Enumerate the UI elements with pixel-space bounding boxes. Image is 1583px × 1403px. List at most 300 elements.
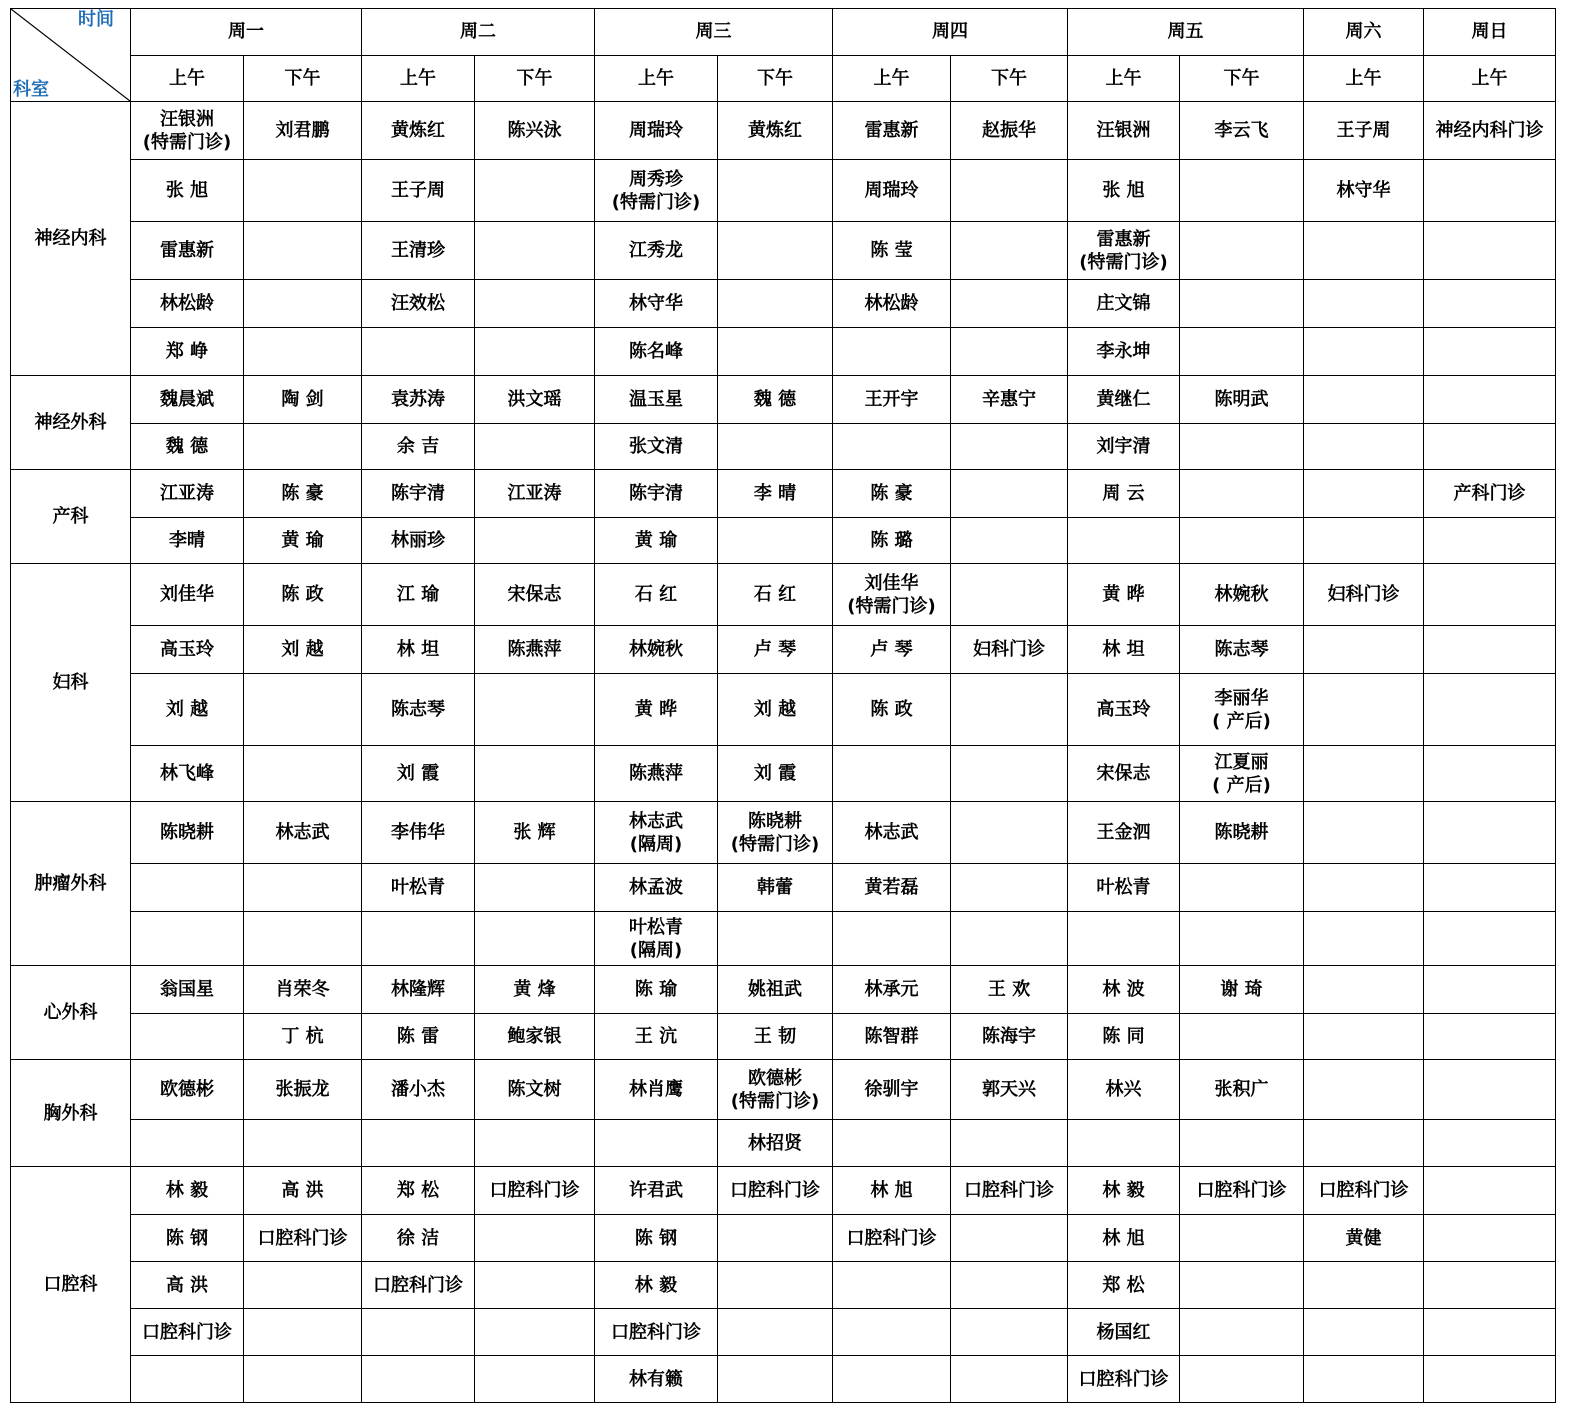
schedule-cell (1304, 1014, 1424, 1060)
schedule-cell: 雷惠新 (833, 102, 951, 160)
schedule-cell: 张 旭 (131, 160, 244, 222)
day-header: 周五 (1068, 9, 1304, 56)
schedule-cell: 江秀龙 (595, 222, 718, 280)
schedule-cell (244, 160, 362, 222)
schedule-cell: 林 旭 (833, 1167, 951, 1215)
schedule-cell: 林 毅 (131, 1167, 244, 1215)
schedule-cell (1068, 912, 1180, 966)
schedule-cell: 汪效松 (362, 280, 475, 328)
schedule-cell (1304, 518, 1424, 564)
schedule-cell: 林 坦 (362, 626, 475, 674)
schedule-cell: 陈文树 (475, 1060, 595, 1120)
half-day-header: 下午 (1180, 55, 1304, 102)
day-header: 周六 (1304, 9, 1424, 56)
schedule-cell: 张振龙 (244, 1060, 362, 1120)
half-day-header: 上午 (131, 55, 244, 102)
schedule-cell: 黄炼红 (362, 102, 475, 160)
schedule-cell (131, 1120, 244, 1167)
schedule-cell: 庄文锦 (1068, 280, 1180, 328)
schedule-cell: 张 辉 (475, 802, 595, 864)
schedule-cell: 余 吉 (362, 424, 475, 470)
schedule-cell (1424, 1060, 1556, 1120)
schedule-cell (1180, 328, 1304, 376)
schedule-cell (362, 328, 475, 376)
schedule-cell (1180, 1014, 1304, 1060)
schedule-cell (951, 1262, 1068, 1309)
schedule-cell: 江亚涛 (131, 470, 244, 518)
half-day-header: 上午 (1068, 55, 1180, 102)
schedule-cell (475, 328, 595, 376)
schedule-cell (362, 1309, 475, 1356)
schedule-cell (1068, 518, 1180, 564)
schedule-cell: 欧德彬 (特需门诊) (718, 1060, 833, 1120)
schedule-cell: 刘佳华 (131, 564, 244, 626)
schedule-cell: 刘君鹏 (244, 102, 362, 160)
schedule-cell: 丁 杭 (244, 1014, 362, 1060)
schedule-cell: 林婉秋 (1180, 564, 1304, 626)
table-row (11, 1060, 1556, 1120)
schedule-cell (1304, 1060, 1424, 1120)
schedule-cell: 汪银洲 (1068, 102, 1180, 160)
schedule-cell (475, 518, 595, 564)
schedule-cell: 陈燕萍 (475, 626, 595, 674)
corner-dept-label: 科室 (13, 79, 49, 100)
schedule-cell: 叶松青 (362, 864, 475, 912)
schedule-cell: 宋保志 (1068, 746, 1180, 802)
schedule-cell: 林守华 (595, 280, 718, 328)
schedule-cell (1180, 222, 1304, 280)
schedule-cell (1424, 518, 1556, 564)
half-day-header: 下午 (951, 55, 1068, 102)
schedule-cell (244, 1309, 362, 1356)
table-row (11, 966, 1556, 1014)
table-row (11, 626, 1556, 674)
schedule-cell: 张 旭 (1068, 160, 1180, 222)
schedule-cell: 陈 豪 (244, 470, 362, 518)
half-day-header: 上午 (362, 55, 475, 102)
schedule-cell: 陈宇清 (362, 470, 475, 518)
schedule-cell (1304, 376, 1424, 424)
table-row (11, 222, 1556, 280)
schedule-cell: 林隆辉 (362, 966, 475, 1014)
schedule-cell (1424, 1120, 1556, 1167)
schedule-cell: 黄 晔 (1068, 564, 1180, 626)
schedule-cell: 刘 霞 (718, 746, 833, 802)
schedule-cell: 江 瑜 (362, 564, 475, 626)
table-row (11, 518, 1556, 564)
schedule-cell (1180, 1262, 1304, 1309)
department-name: 胸外科 (11, 1060, 131, 1167)
schedule-cell: 王 韧 (718, 1014, 833, 1060)
schedule-cell: 辛惠宁 (951, 376, 1068, 424)
schedule-cell (833, 912, 951, 966)
department-name: 产科 (11, 470, 131, 564)
schedule-cell (951, 470, 1068, 518)
schedule-cell: 韩蕾 (718, 864, 833, 912)
schedule-cell: 林志武 (244, 802, 362, 864)
schedule-cell (475, 222, 595, 280)
schedule-cell: 周 云 (1068, 470, 1180, 518)
schedule-cell: 陈志琴 (362, 674, 475, 746)
department-name: 神经外科 (11, 376, 131, 470)
schedule-cell: 李 晴 (718, 470, 833, 518)
schedule-cell (131, 912, 244, 966)
schedule-cell (1424, 328, 1556, 376)
schedule-cell (1424, 966, 1556, 1014)
schedule-cell (1424, 864, 1556, 912)
schedule-cell: 石 红 (595, 564, 718, 626)
schedule-cell: 魏晨斌 (131, 376, 244, 424)
schedule-cell (951, 674, 1068, 746)
schedule-cell: 郑 松 (362, 1167, 475, 1215)
schedule-cell (362, 1356, 475, 1403)
half-day-header: 下午 (244, 55, 362, 102)
corner-time-label: 时间 (78, 9, 114, 30)
schedule-cell (362, 1120, 475, 1167)
schedule-cell (475, 1309, 595, 1356)
schedule-cell (475, 280, 595, 328)
schedule-cell (1424, 222, 1556, 280)
schedule-cell (244, 912, 362, 966)
schedule-cell: 陈 莹 (833, 222, 951, 280)
schedule-cell: 王 欢 (951, 966, 1068, 1014)
schedule-cell: 石 红 (718, 564, 833, 626)
schedule-cell: 高玉玲 (131, 626, 244, 674)
schedule-cell: 叶松青 (1068, 864, 1180, 912)
schedule-cell: 林松龄 (833, 280, 951, 328)
schedule-cell (718, 424, 833, 470)
schedule-cell: 谢 琦 (1180, 966, 1304, 1014)
schedule-cell (1304, 746, 1424, 802)
schedule-cell: 陈 璐 (833, 518, 951, 564)
schedule-cell (951, 1120, 1068, 1167)
schedule-cell: 张积广 (1180, 1060, 1304, 1120)
schedule-cell (1180, 470, 1304, 518)
schedule-cell: 黄 晔 (595, 674, 718, 746)
schedule-cell (718, 1309, 833, 1356)
schedule-cell (1424, 1014, 1556, 1060)
schedule-cell: 杨国红 (1068, 1309, 1180, 1356)
schedule-cell (1304, 626, 1424, 674)
day-header: 周一 (131, 9, 362, 56)
schedule-cell (131, 1014, 244, 1060)
schedule-cell (833, 746, 951, 802)
schedule-cell: 林孟波 (595, 864, 718, 912)
schedule-cell (833, 328, 951, 376)
department-name: 心外科 (11, 966, 131, 1060)
half-day-header: 上午 (833, 55, 951, 102)
schedule-cell: 黄 瑜 (244, 518, 362, 564)
schedule-cell (951, 518, 1068, 564)
schedule-cell (1424, 1262, 1556, 1309)
schedule-cell: 口腔科门诊 (362, 1262, 475, 1309)
schedule-cell: 妇科门诊 (1304, 564, 1424, 626)
schedule-cell: 林松龄 (131, 280, 244, 328)
schedule-cell (1180, 518, 1304, 564)
table-row (11, 1014, 1556, 1060)
schedule-cell (1424, 160, 1556, 222)
day-header: 周四 (833, 9, 1068, 56)
schedule-cell: 林 波 (1068, 966, 1180, 1014)
schedule-cell (951, 280, 1068, 328)
schedule-cell: 刘 越 (131, 674, 244, 746)
schedule-cell (1304, 222, 1424, 280)
schedule-cell: 林 毅 (1068, 1167, 1180, 1215)
schedule-cell: 宋保志 (475, 564, 595, 626)
schedule-cell (833, 1120, 951, 1167)
schedule-cell (718, 1356, 833, 1403)
schedule-cell (1304, 1262, 1424, 1309)
schedule-cell (244, 222, 362, 280)
table-row (11, 1262, 1556, 1309)
schedule-cell: 肖荣冬 (244, 966, 362, 1014)
schedule-cell: 郭天兴 (951, 1060, 1068, 1120)
day-header: 周日 (1424, 9, 1556, 56)
schedule-cell: 陈 雷 (362, 1014, 475, 1060)
schedule-cell: 陈 豪 (833, 470, 951, 518)
department-name: 神经内科 (11, 102, 131, 376)
table-row (11, 470, 1556, 518)
schedule-cell: 陈晓耕 (131, 802, 244, 864)
schedule-cell: 姚祖武 (718, 966, 833, 1014)
schedule-cell (833, 1262, 951, 1309)
schedule-cell: 黄炼红 (718, 102, 833, 160)
schedule-cell (244, 1356, 362, 1403)
schedule-cell: 王开宇 (833, 376, 951, 424)
schedule-cell (1424, 1215, 1556, 1262)
schedule-cell: 林兴 (1068, 1060, 1180, 1120)
schedule-cell (131, 1356, 244, 1403)
schedule-cell: 陈智群 (833, 1014, 951, 1060)
schedule-cell: 陈 钢 (595, 1215, 718, 1262)
schedule-cell (1180, 1120, 1304, 1167)
schedule-cell (475, 746, 595, 802)
schedule-cell (951, 160, 1068, 222)
schedule-cell: 卢 琴 (833, 626, 951, 674)
schedule-cell (718, 518, 833, 564)
schedule-cell: 神经内科门诊 (1424, 102, 1556, 160)
schedule-cell: 潘小杰 (362, 1060, 475, 1120)
schedule-cell: 口腔科门诊 (131, 1309, 244, 1356)
table-row (11, 912, 1556, 966)
schedule-cell (1180, 1309, 1304, 1356)
schedule-cell (951, 424, 1068, 470)
schedule-cell: 卢 琴 (718, 626, 833, 674)
schedule-cell: 李丽华 ( 产后) (1180, 674, 1304, 746)
schedule-cell (951, 864, 1068, 912)
table-row (11, 102, 1556, 160)
half-header-row (11, 55, 1556, 102)
schedule-cell: 李晴 (131, 518, 244, 564)
schedule-cell: 陈名峰 (595, 328, 718, 376)
schedule-cell (1304, 1309, 1424, 1356)
table-row (11, 674, 1556, 746)
schedule-cell (1424, 1167, 1556, 1215)
schedule-cell: 林守华 (1304, 160, 1424, 222)
schedule-cell (1304, 1120, 1424, 1167)
schedule-cell: 陈 政 (833, 674, 951, 746)
schedule-cell (1424, 1309, 1556, 1356)
schedule-cell (718, 280, 833, 328)
schedule-cell (1424, 912, 1556, 966)
schedule-cell: 雷惠新 (131, 222, 244, 280)
schedule-cell: 黄健 (1304, 1215, 1424, 1262)
schedule-cell: 口腔科门诊 (1304, 1167, 1424, 1215)
schedule-cell: 林肖鹰 (595, 1060, 718, 1120)
table-row (11, 160, 1556, 222)
schedule-cell: 赵振华 (951, 102, 1068, 160)
schedule-cell (362, 912, 475, 966)
half-day-header: 下午 (718, 55, 833, 102)
schedule-cell: 陈志琴 (1180, 626, 1304, 674)
schedule-cell (1304, 864, 1424, 912)
schedule-cell: 陈晓耕 (1180, 802, 1304, 864)
table-row (11, 424, 1556, 470)
schedule-cell: 口腔科门诊 (833, 1215, 951, 1262)
schedule-cell (718, 222, 833, 280)
day-header: 周二 (362, 9, 595, 56)
schedule-body (11, 102, 1556, 1403)
schedule-cell: 陈明武 (1180, 376, 1304, 424)
schedule-cell: 周瑞玲 (595, 102, 718, 160)
schedule-cell: 郑 松 (1068, 1262, 1180, 1309)
schedule-cell: 口腔科门诊 (718, 1167, 833, 1215)
schedule-cell (951, 328, 1068, 376)
schedule-cell: 黄 烽 (475, 966, 595, 1014)
schedule-cell: 刘宇清 (1068, 424, 1180, 470)
schedule-cell (1424, 746, 1556, 802)
schedule-cell (475, 864, 595, 912)
schedule-cell: 黄若磊 (833, 864, 951, 912)
schedule-cell: 王金泗 (1068, 802, 1180, 864)
schedule-cell (1180, 912, 1304, 966)
day-header: 周三 (595, 9, 833, 56)
half-day-header: 上午 (595, 55, 718, 102)
schedule-cell: 周秀珍 (特需门诊) (595, 160, 718, 222)
schedule-cell: 陈晓耕 (特需门诊) (718, 802, 833, 864)
schedule-cell: 陶 剑 (244, 376, 362, 424)
schedule-cell (951, 1215, 1068, 1262)
schedule-cell (475, 674, 595, 746)
schedule-cell: 张文清 (595, 424, 718, 470)
schedule-cell (1304, 1356, 1424, 1403)
schedule-cell: 温玉星 (595, 376, 718, 424)
schedule-cell: 林承元 (833, 966, 951, 1014)
schedule-cell (718, 1262, 833, 1309)
corner-cell (11, 9, 131, 102)
table-row (11, 1356, 1556, 1403)
schedule-cell: 刘 越 (718, 674, 833, 746)
schedule-cell (1180, 160, 1304, 222)
schedule-cell (244, 864, 362, 912)
schedule-cell (833, 424, 951, 470)
schedule-cell: 口腔科门诊 (595, 1309, 718, 1356)
schedule-cell (1304, 802, 1424, 864)
table-row (11, 376, 1556, 424)
schedule-cell: 口腔科门诊 (244, 1215, 362, 1262)
schedule-cell: 魏 德 (718, 376, 833, 424)
schedule-cell (1180, 424, 1304, 470)
table-row (11, 1120, 1556, 1167)
schedule-cell: 陈海宇 (951, 1014, 1068, 1060)
schedule-cell: 产科门诊 (1424, 470, 1556, 518)
schedule-cell: 黄 瑜 (595, 518, 718, 564)
half-day-header: 上午 (1304, 55, 1424, 102)
schedule-cell: 口腔科门诊 (951, 1167, 1068, 1215)
schedule-cell: 陈兴泳 (475, 102, 595, 160)
schedule-cell (1180, 280, 1304, 328)
department-name: 口腔科 (11, 1167, 131, 1403)
schedule-cell: 陈 政 (244, 564, 362, 626)
schedule-cell (475, 1262, 595, 1309)
schedule-cell: 高 洪 (244, 1167, 362, 1215)
schedule-cell: 林志武 (833, 802, 951, 864)
table-row (11, 280, 1556, 328)
schedule-cell (131, 864, 244, 912)
schedule-cell (1424, 1356, 1556, 1403)
schedule-cell: 雷惠新 (特需门诊) (1068, 222, 1180, 280)
schedule-cell: 洪文瑶 (475, 376, 595, 424)
table-row (11, 1167, 1556, 1215)
schedule-cell (951, 746, 1068, 802)
schedule-cell: 李伟华 (362, 802, 475, 864)
schedule-cell: 叶松青 (隔周) (595, 912, 718, 966)
schedule-cell: 魏 德 (131, 424, 244, 470)
schedule-cell (1068, 1120, 1180, 1167)
schedule-cell: 江亚涛 (475, 470, 595, 518)
schedule-cell: 刘佳华 (特需门诊) (833, 564, 951, 626)
schedule-cell (1304, 280, 1424, 328)
schedule-cell: 口腔科门诊 (1068, 1356, 1180, 1403)
schedule-cell: 妇科门诊 (951, 626, 1068, 674)
schedule-cell: 陈 瑜 (595, 966, 718, 1014)
schedule-cell (718, 912, 833, 966)
schedule-cell (951, 564, 1068, 626)
schedule-cell (1304, 674, 1424, 746)
schedule-cell: 袁苏涛 (362, 376, 475, 424)
schedule-cell (1304, 912, 1424, 966)
schedule-cell: 林 旭 (1068, 1215, 1180, 1262)
schedule-cell: 林有籁 (595, 1356, 718, 1403)
schedule-cell: 高 洪 (131, 1262, 244, 1309)
table-row (11, 802, 1556, 864)
schedule-cell (718, 328, 833, 376)
schedule-cell (244, 280, 362, 328)
schedule-cell (244, 1120, 362, 1167)
day-header-row (11, 9, 1556, 56)
schedule-cell: 林婉秋 (595, 626, 718, 674)
department-name: 妇科 (11, 564, 131, 802)
schedule-cell: 李永坤 (1068, 328, 1180, 376)
schedule-cell (1180, 864, 1304, 912)
schedule-cell (951, 1309, 1068, 1356)
half-day-header: 上午 (1424, 55, 1556, 102)
schedule-cell (475, 160, 595, 222)
schedule-cell (475, 912, 595, 966)
schedule-cell (951, 912, 1068, 966)
schedule-cell: 李云飞 (1180, 102, 1304, 160)
schedule-cell: 王子周 (362, 160, 475, 222)
schedule-cell (244, 674, 362, 746)
schedule-cell: 鲍家银 (475, 1014, 595, 1060)
schedule-cell (1180, 1356, 1304, 1403)
schedule-cell (1424, 376, 1556, 424)
schedule-cell (1304, 424, 1424, 470)
table-row (11, 328, 1556, 376)
schedule-cell: 刘 越 (244, 626, 362, 674)
schedule-cell: 林丽珍 (362, 518, 475, 564)
schedule-cell (951, 802, 1068, 864)
